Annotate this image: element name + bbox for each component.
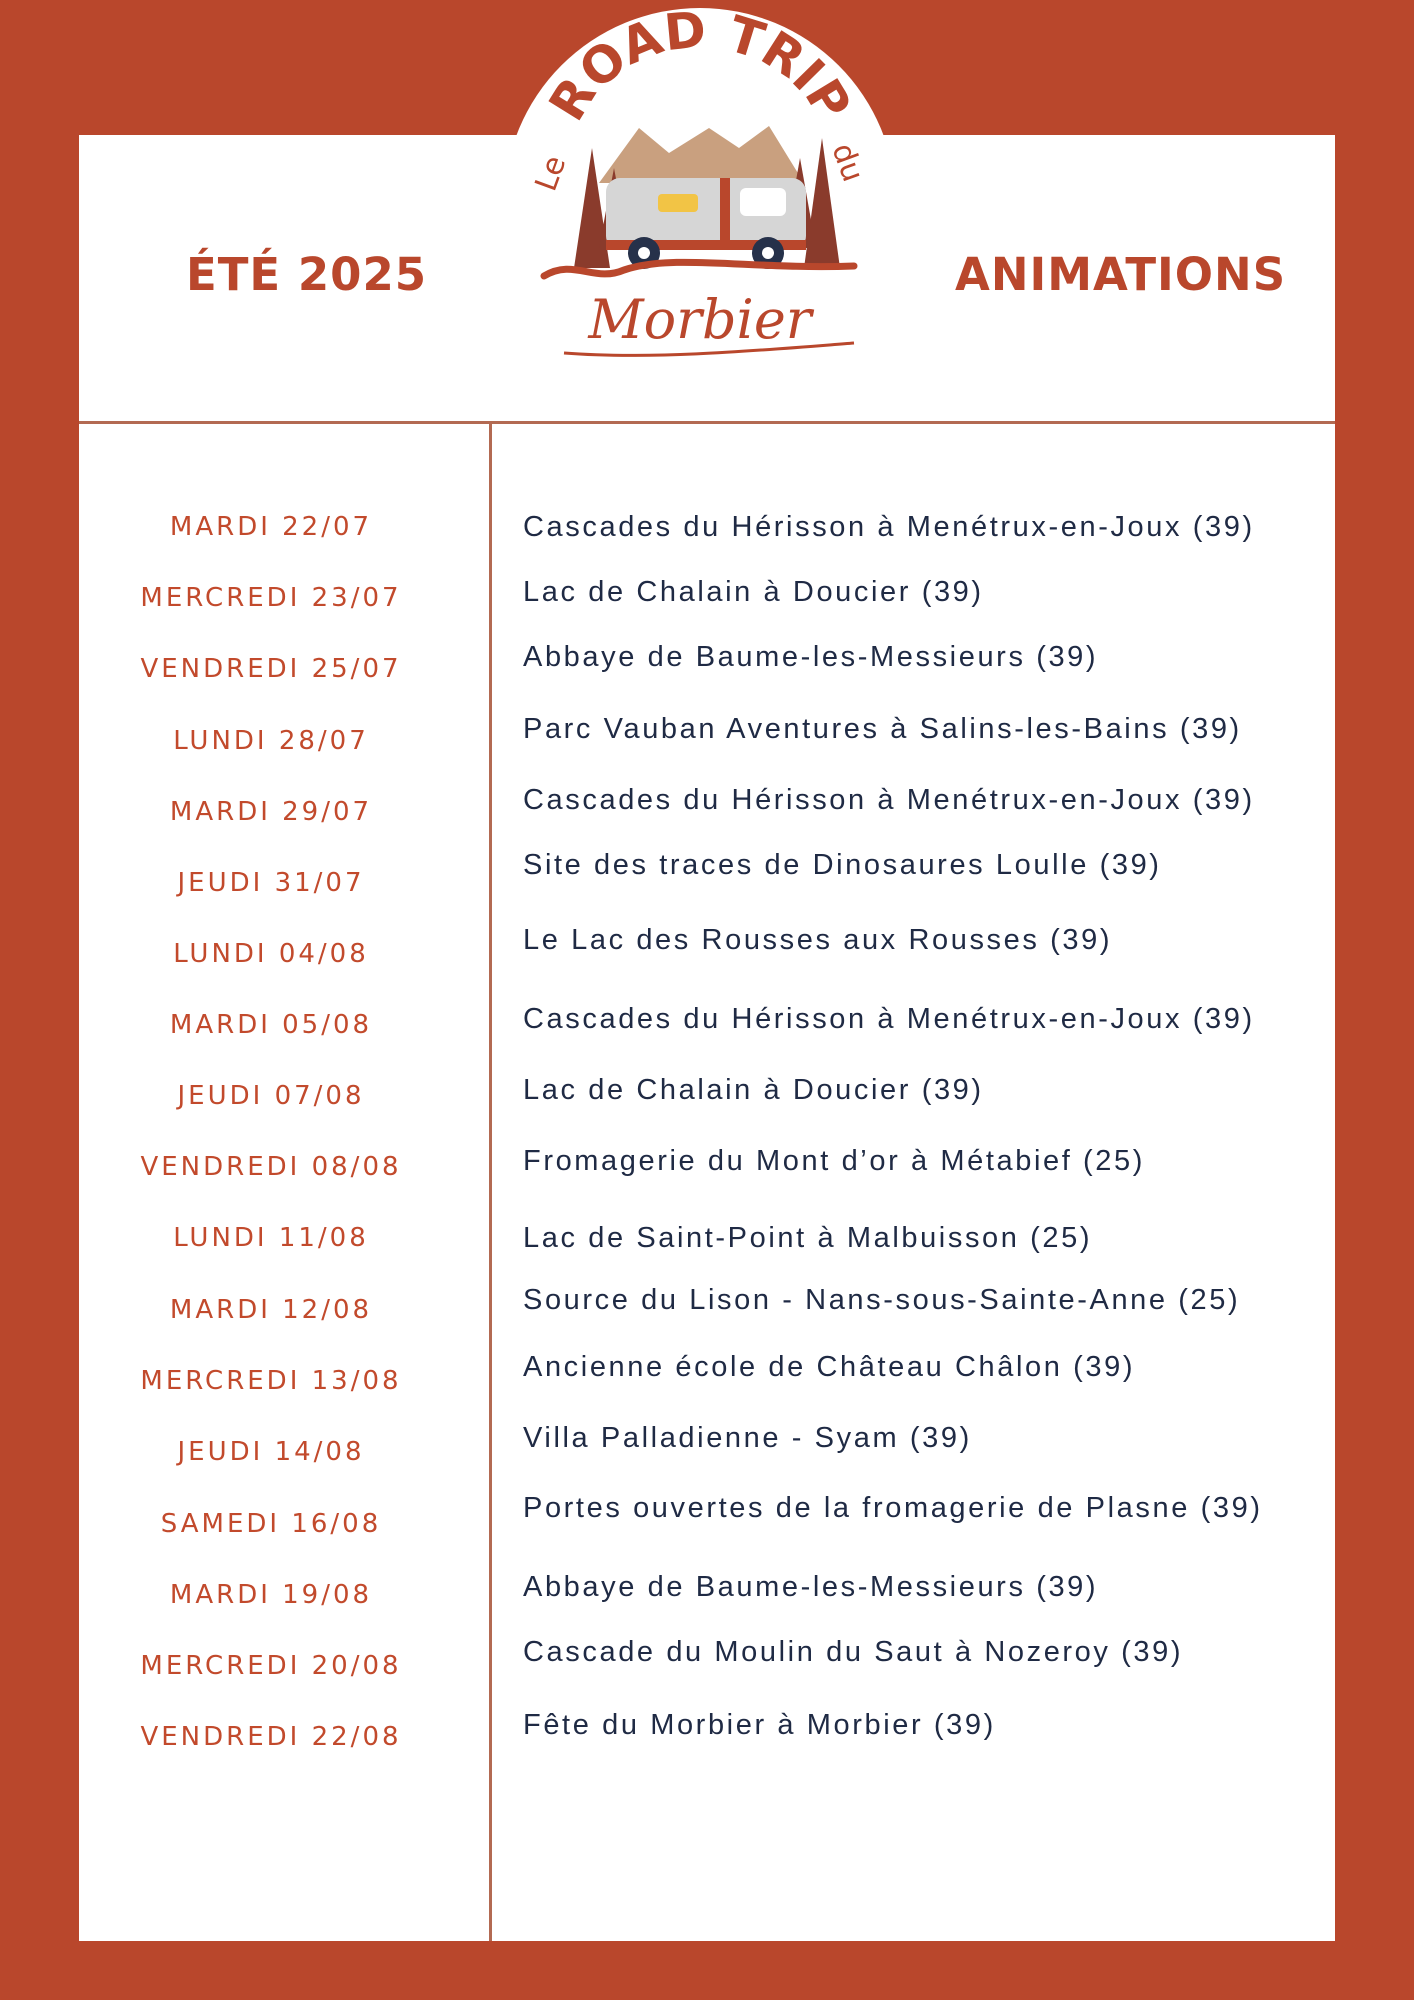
- schedule-place: Cascade du Moulin du Saut à Nozeroy (39): [523, 1636, 1184, 1668]
- schedule-place: Source du Lison - Nans-sous-Sainte-Anne (25): [523, 1284, 1241, 1316]
- schedule-date: MARDI 29/07: [169, 797, 373, 827]
- road-trip-logo: [504, 8, 896, 368]
- schedule-place: Fête du Morbier à Morbier (39): [523, 1709, 996, 1741]
- schedule-row: [0, 1218, 1414, 1258]
- schedule-row: [0, 924, 1414, 974]
- schedule-date: MARDI 12/08: [169, 1295, 373, 1325]
- schedule-row: [0, 1636, 1414, 1686]
- schedule-place: Cascades du Hérisson à Menétrux-en-Joux (39): [523, 1003, 1255, 1035]
- schedule-place: Ancienne école de Château Châlon (39): [523, 1351, 1136, 1383]
- schedule-date: MARDI 19/08: [169, 1580, 373, 1610]
- schedule-row: [0, 1351, 1414, 1401]
- schedule-row: [0, 578, 1414, 618]
- schedule-date: JEUDI 07/08: [177, 1081, 365, 1111]
- animations-heading: ANIMATIONS: [955, 248, 1287, 301]
- schedule-row: [0, 507, 1414, 547]
- schedule-place: Cascades du Hérisson à Menétrux-en-Joux (39): [523, 511, 1255, 543]
- logo-du-text: du: [824, 138, 871, 187]
- schedule-place: Lac de Chalain à Doucier (39): [523, 1074, 984, 1106]
- schedule-date: JEUDI 14/08: [177, 1437, 365, 1467]
- schedule-date: LUNDI 28/07: [173, 726, 369, 756]
- schedule-date: MERCREDI 20/08: [140, 1651, 402, 1681]
- schedule-date: SAMEDI 16/08: [160, 1509, 382, 1539]
- schedule-row: [0, 1076, 1414, 1116]
- schedule-place: Lac de Chalain à Doucier (39): [523, 576, 984, 608]
- schedule-place: Portes ouvertes de la fromagerie de Plasne (39): [523, 1492, 1263, 1524]
- schedule-date: VENDREDI 08/08: [140, 1152, 402, 1182]
- schedule-row: [0, 849, 1414, 903]
- schedule-date: MERCREDI 13/08: [140, 1366, 402, 1396]
- schedule-row: [0, 641, 1414, 689]
- schedule-place: Abbaye de Baume-les-Messieurs (39): [523, 1571, 1099, 1603]
- schedule-date: LUNDI 04/08: [173, 939, 369, 969]
- schedule-place: Site des traces de Dinosaures Loulle (39): [523, 849, 1162, 881]
- schedule-place: Lac de Saint-Point à Malbuisson (25): [523, 1222, 1093, 1254]
- van-icon: [606, 178, 806, 269]
- schedule-date: LUNDI 11/08: [173, 1223, 369, 1253]
- logo-le-text: Le: [528, 151, 574, 196]
- schedule-row: [0, 1709, 1414, 1757]
- schedule-date: MARDI 22/07: [169, 512, 373, 542]
- schedule-place: Fromagerie du Mont d’or à Métabief (25): [523, 1145, 1146, 1177]
- schedule-row: [0, 1147, 1414, 1187]
- schedule-row: [0, 1284, 1414, 1330]
- schedule-row: [0, 1005, 1414, 1045]
- schedule-date: VENDREDI 25/07: [140, 654, 402, 684]
- logo-town-text: Morbier: [588, 288, 812, 351]
- schedule-row: [0, 1422, 1414, 1472]
- schedule-date: JEUDI 31/07: [177, 868, 365, 898]
- schedule-place: Villa Palladienne - Syam (39): [523, 1422, 972, 1454]
- schedule-place: Cascades du Hérisson à Menétrux-en-Joux (39): [523, 784, 1255, 816]
- schedule-row: [0, 1571, 1414, 1615]
- schedule-place: Le Lac des Rousses aux Rousses (39): [523, 924, 1113, 956]
- schedule-place: Abbaye de Baume-les-Messieurs (39): [523, 641, 1099, 673]
- schedule-place: Parc Vauban Aventures à Salins-les-Bains (39): [523, 713, 1242, 745]
- schedule-row: [0, 1492, 1414, 1544]
- schedule-date: MARDI 05/08: [169, 1010, 373, 1040]
- schedule-date: MERCREDI 23/07: [140, 583, 402, 613]
- season-heading: ÉTÉ 2025: [186, 248, 428, 301]
- schedule-date: VENDREDI 22/08: [140, 1722, 402, 1752]
- schedule-row: [0, 784, 1414, 832]
- header-divider: [79, 421, 1335, 424]
- schedule-row: [0, 713, 1414, 761]
- mountain-shape: [599, 126, 804, 183]
- logo-road-trip-text: ROAD TRIP: [537, 8, 863, 131]
